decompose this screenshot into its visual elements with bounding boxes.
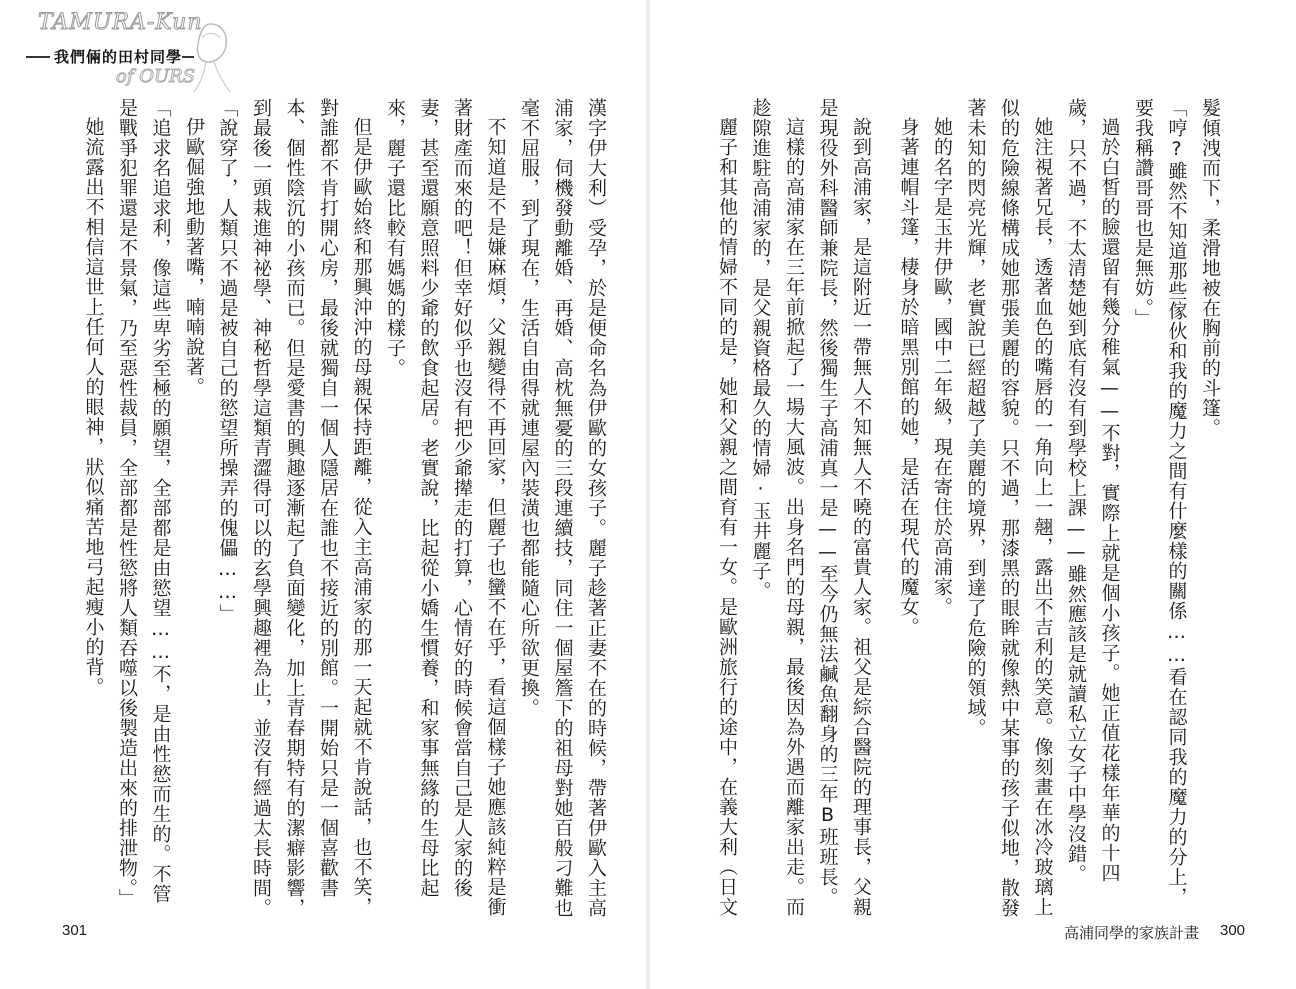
- paragraph: 身著連帽斗篷，棲身於暗黑別館的她，是活在現代的魔女。: [897, 117, 920, 637]
- paragraph: 髮傾洩而下，柔滑地被在胸前的斗篷。: [1199, 98, 1221, 438]
- logo-english-title: TAMURA-Kun: [38, 10, 203, 35]
- page-number: 300: [1220, 922, 1246, 939]
- paragraph: 但是伊歐始終和那興沖沖的母親保持距離，從入主高浦家的那一天起就不肯說話，也不笑，對誰都不肯打開心房，最後就獨自一個人隱居在誰也不接近的別館。一開始只是一個喜歡書本、個性陰沉的小孩而已。但是愛書的興趣逐漸起了負面變化，加上青春期特有的潔癖影響，到最後一頭栽進神祕學、神秘哲學這類青澀得可以的玄學興趣裡為止，並沒有經過太長時間。: [250, 98, 373, 918]
- left-page-body: [42, 98, 612, 918]
- paragraph: 她的名字是玉井伊歐，國中二年級，現在寄住於高浦家。: [931, 117, 953, 617]
- dialogue-paragraph: 「說穿了，人類只不過是被自己的慾望所操弄的傀儡……」: [216, 98, 239, 624]
- dialogue-paragraph: 「哼?雖然不知道那些傢伙和我的魔力之間有什麼樣的關係……看在認同我的魔力的分上，要我稱讚哥哥也是無妨。」: [1132, 98, 1188, 907]
- running-title: 高浦同學的家族計畫: [1064, 924, 1200, 942]
- paragraph: 不知道是不是嫌麻煩，父親變得不再回家，但麗子也蠻不在乎，看這個樣子她應該純粹是衝著財產而來的吧！但幸好似乎也沒有把少爺撵走的打算，心情好的時候會當自己是人家的後妻，甚至還願意照料少爺的飲食起居。老實說，比起從小嬌生慣養，和家事無緣的生母比起來，麗子還比較有媽媽的樣子。: [384, 98, 507, 917]
- paragraph: 這樣的高浦家在三年前掀起了一場大風波。出身名門的母親，最後因為外遇而離家出走。而趁隙進駐高浦家的，是父親資格最久的情婦·玉井麗子。: [749, 98, 805, 917]
- paragraph: 伊歐倔強地動著嘴，喃喃說著。: [183, 117, 205, 397]
- paragraph: 說到高浦家，是這附近一帶無人不知無人不曉的富貴人家。祖父是綜合醫院的理事長，父親是現役外科醫師兼院長，然後獨生子高浦真一是——至今仍無法鹹魚翻身的三年B班班長。: [816, 98, 872, 917]
- page-number: 301: [62, 922, 88, 939]
- paragraph: 麗子和其他的情婦不同的是，她和父親之間育有一女。是歐洲旅行的途中，在義大利（日文: [716, 117, 738, 917]
- right-page-body: [681, 98, 1226, 918]
- paragraph: 漢字伊大利）受孕，於是便命名為伊歐的女孩子。麗子趁著正妻不在的時候，帶著伊歐入主高浦家，伺機發動離婚、再婚、高枕無憂的三段連續技，同住一個屋簷下的祖母對她百般刁難也毫不屈服，到了現在，生活自由得就連屋內裝潢也都能隨心所欲更換。: [518, 98, 607, 918]
- logo-subtitle: of OURS: [116, 66, 196, 87]
- dialogue-paragraph: 「追求名追求利，像這些卑劣至極的願望，全部都是由慾望……不，是由性慾而生的。不管是戰爭犯罪還是不景氣，乃至惡性裁員，全部都是性慾將人類吞噬以後製造出來的排泄物。」: [116, 98, 172, 909]
- logo-chinese-title: 我們倆的田村同學: [54, 48, 183, 66]
- paragraph: 她流露出不相信這世上任何人的眼神，狀似痛苦地弓起瘦小的背。: [82, 117, 105, 697]
- paragraph: 她注視著兄長，透著血色的嘴唇的一角向上一翹，露出不吉利的笑意。像刻畫在冰冷玻璃上似的危險線條構成她那張美麗的容貌。只不過，那漆黑的眼眸就像熱中某事的孩子似地，散發著未知的閃亮光輝，老實說已經超越了美麗的境界，到達了危險的領域。: [964, 98, 1054, 918]
- right-page: [648, 0, 1296, 989]
- paragraph: 過於白皙的臉還留有幾分稚氣——不對，實際上就是個小孩子。她正值花樣年華的十四歲，只不過，不太清楚她到底有沒有到學校上課——雖然應該是就讀私立女子中學沒錯。: [1065, 98, 1121, 884]
